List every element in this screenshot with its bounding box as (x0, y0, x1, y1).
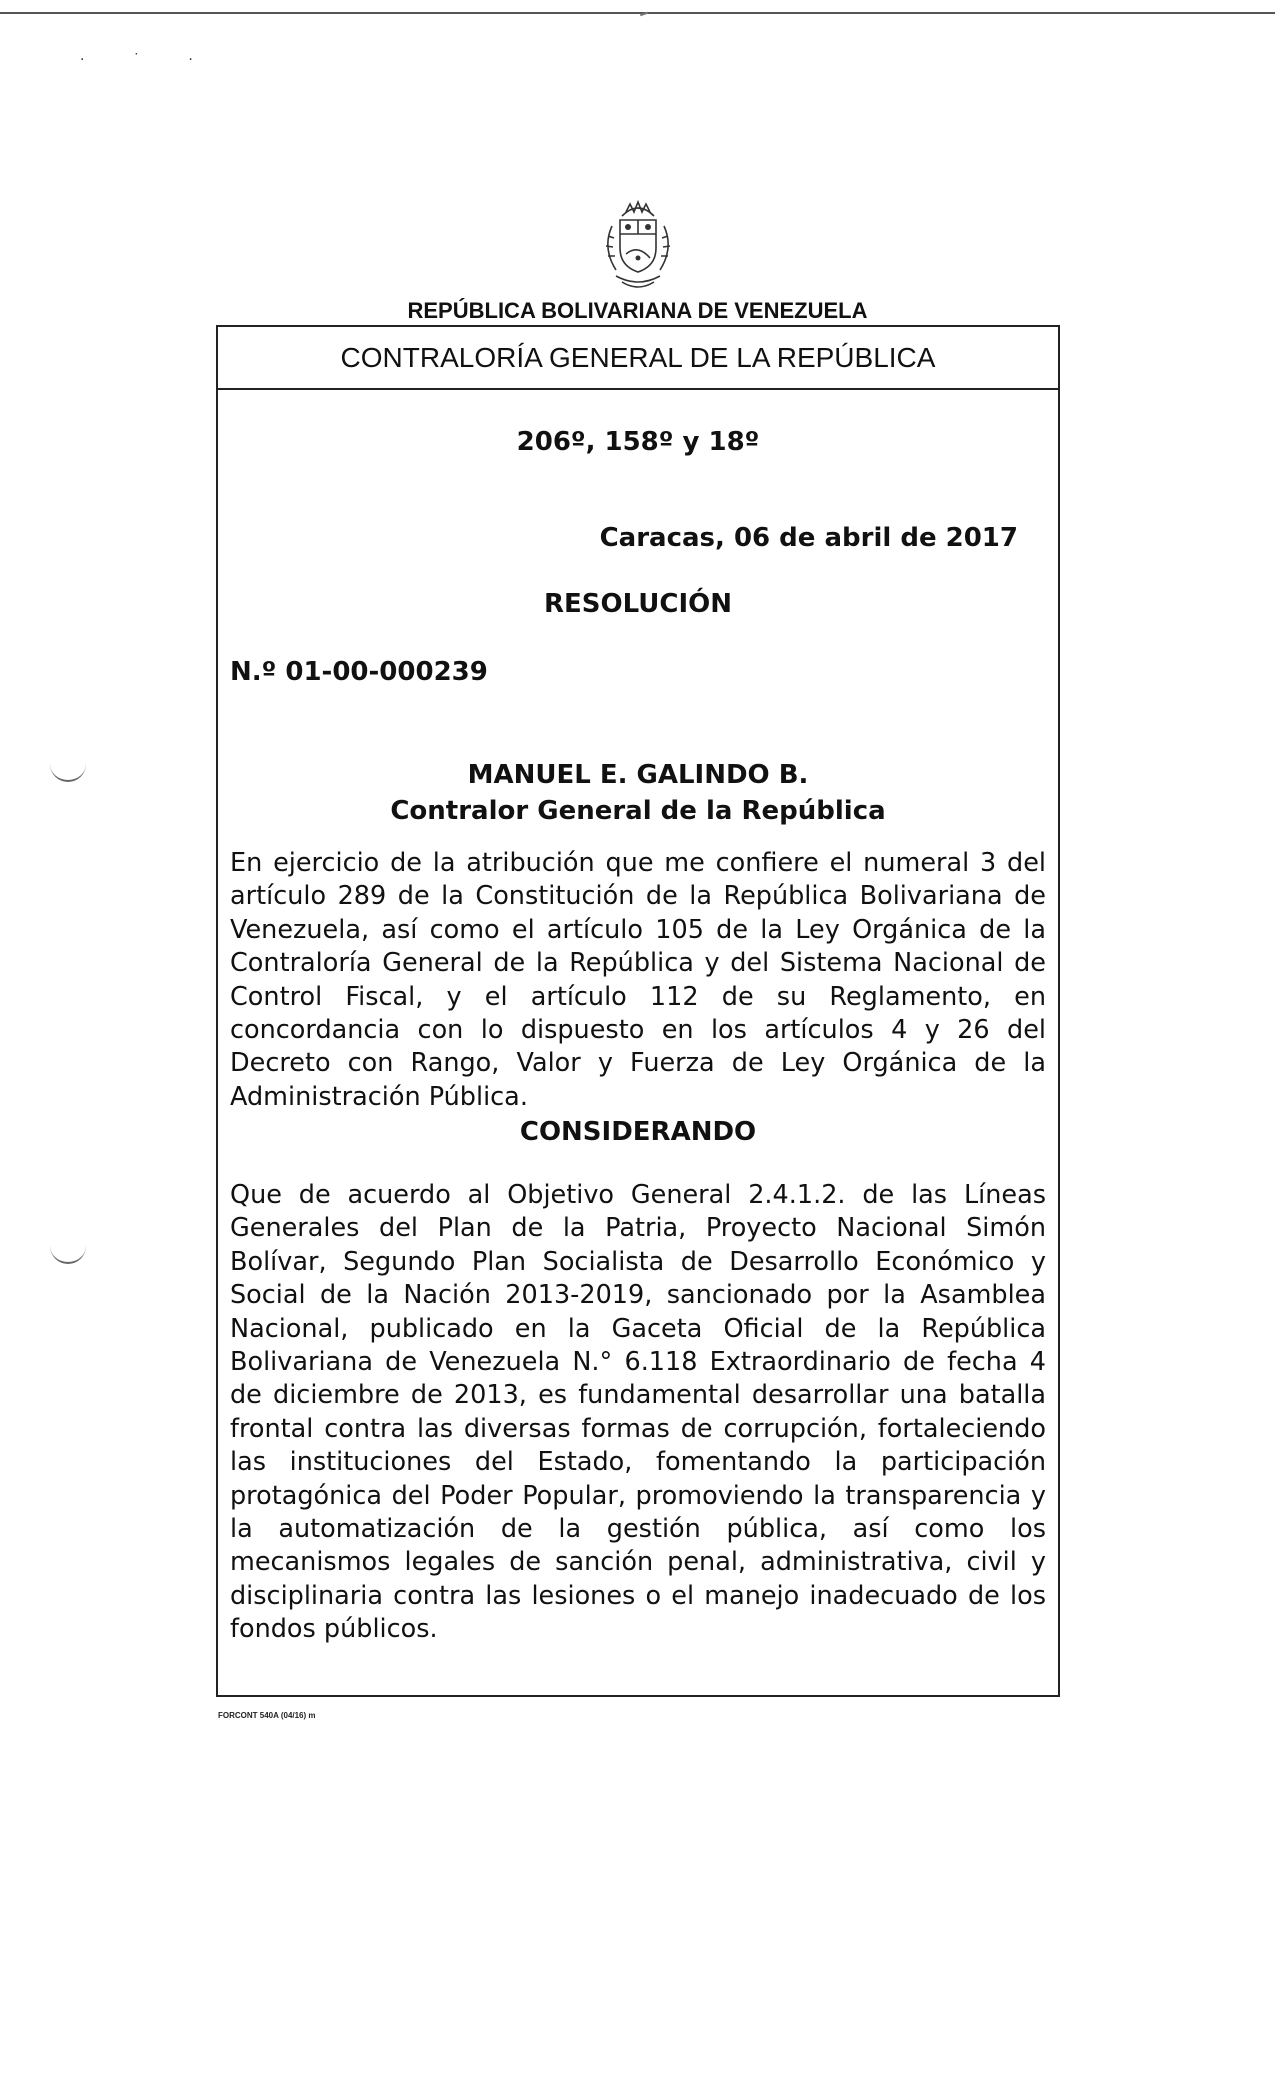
punch-hole-mark (50, 760, 86, 782)
considerando-paragraph: Que de acuerdo al Objetivo General 2.4.1.2. de las Líneas Generales del Plan de la Patria, Proyecto Nacional Simón Bolívar, Segundo Plan Socialista de Desarrollo Económico y Social de la Nación 2013-2019, sancionado por la Asamblea Nacional, publicado en la Gaceta Oficial de la República Bolivariana de Venezuela N.° 6.118 Extraordinario de fecha 4 de diciembre de 2013, es fundamental desarrollar una batalla frontal contra las diversas formas de corrupción, fortaleciendo las instituciones del Estado, fomentando la participación protagónica del Poder Popular, promoviendo la transparencia y la automatización de la gestión pública, así como los mecanismos legales de sanción penal, administrativa, civil y disciplinaria contra las lesiones o el manejo inadecuado de los fondos públicos. (230, 1180, 1046, 1645)
punch-hole-mark (50, 1242, 86, 1264)
document-title: RESOLUCIÓN (544, 589, 732, 619)
commemorative-years: 206º, 158º y 18º (516, 427, 760, 457)
document-frame (216, 325, 1060, 1697)
country-name: REPÚBLICA BOLIVARIANA DE VENEZUELA (407, 298, 868, 323)
signer-title: Contralor General de la República (390, 796, 886, 826)
signer-name: MANUEL E. GALINDO B. (467, 760, 809, 790)
institution-name: CONTRALORÍA GENERAL DE LA REPÚBLICA (218, 327, 1058, 390)
considerando-heading: CONSIDERANDO (519, 1117, 757, 1147)
coat-of-arms-seal-icon (592, 196, 684, 296)
resolution-number: N.º 01-00-000239 (230, 657, 488, 687)
signer-block (218, 757, 1058, 829)
document-date: Caracas, 06 de abril de 2017 (599, 523, 1018, 553)
scan-specks: · ˙ · (80, 52, 215, 68)
scan-edge-line (0, 12, 1275, 14)
intro-paragraph: En ejercicio de la atribución que me confiere el numeral 3 del artículo 289 de la Constitución de la República Bolivariana de Venezuela, así como el artículo 105 de la Ley Orgánica de la Contraloría General de la República y del Sistema Nacional de Control Fiscal, y el artículo 112 de su Reglamento, en concordancia con lo dispuesto en los artículos 4 y 26 del Decreto con Rango, Valor y Fuerza de Ley Orgánica de la Administración Pública. (230, 848, 1046, 1112)
form-code: FORCONT 540A (04/16) m (218, 1711, 316, 1720)
